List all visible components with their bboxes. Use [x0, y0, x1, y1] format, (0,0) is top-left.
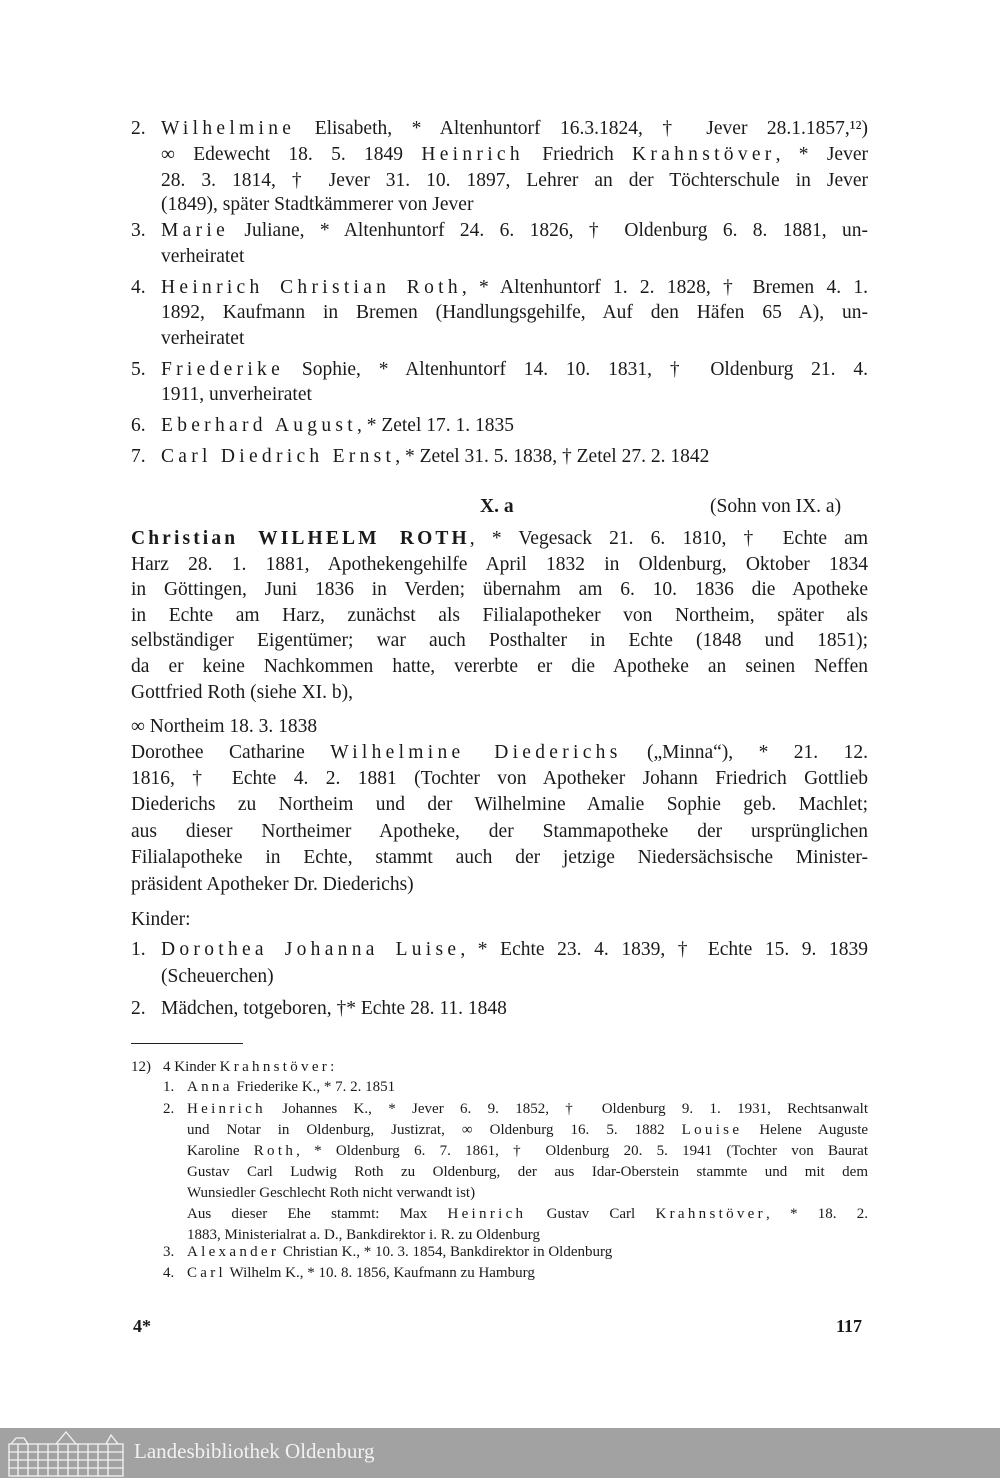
spaced-name: Krahnstöver [632, 144, 776, 165]
entry-number: 6. [131, 415, 146, 436]
text-segment: , * Jever [775, 144, 868, 165]
text-line [131, 714, 317, 740]
text-line [161, 142, 868, 168]
text-segment: , * 18. 2. [765, 1206, 868, 1222]
text-segment: präsident Apotheker Dr. Diederichs) [131, 874, 414, 895]
library-banner [0, 1428, 1000, 1478]
text-segment: 1816, † Echte 4. 2. 1881 (Tochter von Apotheker Johann Friedrich Gottlieb [131, 768, 868, 789]
text-segment: 1892, Kaufmann in Bremen (Handlungsgehilfe, Auf den Häfen 65 A), un- [161, 302, 868, 323]
text-segment: („Minna“), * 21. 12. [621, 742, 869, 763]
text-segment: in Echte am Harz, zunächst als Filialapotheker von Northeim, später als [131, 605, 868, 626]
text-segment: Gottfried Roth (siehe XI. b), [131, 682, 354, 703]
text-segment: (Scheuerchen) [161, 966, 274, 987]
spaced-name: Christian WILHELM ROTH [131, 528, 470, 549]
spaced-name: Eberhard August [161, 415, 357, 436]
text-segment: da er keine Nachkommen hatte, vererbte er die Apotheke an seinen Neffen [131, 656, 868, 677]
numbered-entry-line [163, 1057, 334, 1077]
text-line [131, 819, 868, 845]
entry-number: 3. [131, 220, 146, 241]
text-segment: Christian K., * 10. 3. 1854, Bankdirektor in Oldenburg [279, 1244, 613, 1260]
spaced-name: Wilhelmine Diederichs [330, 742, 622, 763]
text-segment: 28. 3. 1814, † Jever 31. 10. 1897, Lehrer an der Töchterschule in Jever [161, 170, 868, 191]
text-segment: Kinder: [131, 909, 191, 930]
text-segment: Elisabeth, * Altenhuntorf 16.3.1824, † Jever 28.1.1857,¹²) [295, 118, 868, 139]
text-segment: Johannes K., * Jever 6. 9. 1852, † Oldenburg 9. 1. 1931, Rechtsanwalt [265, 1101, 868, 1117]
numbered-entry-line [161, 444, 709, 470]
entry-number: 12) [131, 1059, 151, 1075]
numbered-entry-line [161, 357, 868, 383]
text-segment: Gustav Carl Ludwig Roth zu Oldenburg, der aus Idar-Oberstein stammte und mit dem [187, 1164, 868, 1180]
numbered-entry-line [161, 996, 507, 1022]
entry-number: 1. [163, 1079, 175, 1095]
text-segment: ∞ Northeim 18. 3. 1838 [131, 716, 318, 737]
text-line [131, 872, 414, 898]
text-segment: 4 Kinder [163, 1059, 220, 1075]
spaced-name: Anna [187, 1079, 233, 1095]
text-line [131, 603, 868, 629]
text-line [131, 907, 191, 933]
text-segment: 1883, Ministerialrat a. D., Bankdirektor i. R. zu Oldenburg [187, 1227, 540, 1243]
signature-mark: 4* [133, 1316, 151, 1336]
text-segment: Wilhelm K., * 10. 8. 1856, Kaufmann zu Hamburg [226, 1265, 535, 1281]
text-segment: in Göttingen, Juni 1836 in Verden; übernahm am 6. 10. 1836 die Apotheke [131, 579, 868, 600]
numbered-entry-line [187, 1263, 535, 1283]
numbered-entry-line [187, 1077, 395, 1097]
text-segment: , * Echte 23. 4. 1839, † Echte 15. 9. 1839 [460, 939, 869, 960]
text-line [131, 654, 868, 680]
text-segment: (1849), später Stadtkämmerer von Jever [161, 194, 474, 215]
entry-number: 2. [163, 1101, 175, 1117]
text-line [131, 845, 868, 871]
spaced-name: Carl Diedrich Ernst [161, 446, 396, 467]
spaced-name: Heinrich Christian Roth [161, 277, 462, 298]
text-segment: Diederichs zu Northeim und der Wilhelmine Amalie Sophie geb. Machlet; [131, 794, 868, 815]
entry-number: 4. [163, 1265, 175, 1281]
numbered-entry-line [187, 1099, 868, 1119]
spaced-name: Carl [187, 1265, 227, 1281]
text-segment: selbständiger Eigentümer; war auch Posthalter in Echte (1848 und 1851); [131, 630, 868, 651]
text-line [161, 300, 868, 326]
numbered-entry-line [161, 413, 514, 439]
text-segment: Wunsiedler Geschlecht Roth nicht verwandt ist) [187, 1185, 476, 1201]
numbered-entry-line [187, 1242, 612, 1262]
spaced-name: Heinrich [447, 1206, 527, 1222]
text-segment: Helene Auguste [742, 1122, 869, 1138]
spaced-name: Marie [161, 220, 230, 241]
numbered-entry-line [161, 275, 868, 301]
section-parent-note: (Sohn von IX. a) [710, 496, 842, 517]
spaced-name: Heinrich [421, 144, 524, 165]
spaced-name: Heinrich [187, 1101, 266, 1117]
text-line [131, 628, 868, 654]
text-line [161, 382, 312, 408]
text-line [187, 1183, 475, 1203]
library-name: Landesbibliothek Oldenburg [134, 1439, 375, 1463]
text-line [131, 680, 353, 706]
entry-number: 2. [131, 118, 146, 139]
numbered-entry-line [161, 116, 868, 142]
page-number: 117 [836, 1316, 863, 1336]
spaced-name: Roth [253, 1143, 297, 1159]
text-segment: Friederike K., * 7. 2. 1851 [232, 1079, 396, 1095]
text-line [161, 964, 274, 990]
spaced-name: Krahnstöver [655, 1206, 766, 1222]
spaced-name: Dorothea Johanna Luise [161, 939, 461, 960]
text-segment: aus dieser Northeimer Apotheke, der Stammapotheke der ursprünglichen [131, 821, 868, 842]
text-segment: Friedrich [523, 144, 633, 165]
text-segment: Mädchen, totgeboren, †* Echte 28. 11. 1848 [161, 998, 507, 1019]
text-line [131, 552, 868, 578]
entry-number: 2. [131, 998, 146, 1019]
text-segment: Filialapotheke in Echte, stammt auch der jetzige Niedersächsische Minister- [131, 847, 868, 868]
text-line [187, 1120, 868, 1140]
text-segment: verheiratet [161, 328, 245, 349]
footnote-divider [131, 1043, 243, 1044]
numbered-entry-line [161, 218, 868, 244]
text-segment: Aus dieser Ehe stammt: Max [187, 1206, 448, 1222]
text-line [161, 192, 473, 218]
text-segment: und Notar in Oldenburg, Justizrat, ∞ Oldenburg 16. 5. 1882 [187, 1122, 682, 1138]
text-segment: , * Zetel 31. 5. 1838, † Zetel 27. 2. 1842 [395, 446, 710, 467]
spaced-name: Alexander [187, 1244, 280, 1260]
text-segment: , * Oldenburg 6. 7. 1861, † Oldenburg 20. 5. 1941 (Tochter von Baurat [296, 1143, 868, 1159]
entry-number: 7. [131, 446, 146, 467]
text-line [131, 577, 868, 603]
spaced-name: Krahnstöver [219, 1059, 331, 1075]
text-segment: Harz 28. 1. 1881, Apothekengehilfe April 1832 in Oldenburg, Oktober 1834 [131, 554, 868, 575]
text-segment: Dorothee Catharine [131, 742, 331, 763]
library-building-icon [6, 1430, 126, 1478]
text-segment: ∞ Edewecht 18. 5. 1849 [161, 144, 422, 165]
text-segment: Karoline [187, 1143, 254, 1159]
text-segment: , * Altenhuntorf 1. 2. 1828, † Bremen 4. 1. [461, 277, 868, 298]
text-line [131, 740, 868, 766]
text-line [187, 1141, 868, 1161]
text-segment: Sophie, * Altenhuntorf 14. 10. 1831, † Oldenburg 21. 4. [284, 359, 868, 380]
text-segment: , * Vegesack 21. 6. 1810, † Echte am [469, 528, 868, 549]
text-line [161, 326, 244, 352]
text-line [187, 1162, 868, 1182]
numbered-entry-line [161, 937, 868, 963]
text-line [187, 1204, 868, 1224]
spaced-name: Friederike [161, 359, 285, 380]
text-line [131, 792, 868, 818]
section-number: X. a [480, 496, 514, 517]
text-segment: Gustav Carl [526, 1206, 656, 1222]
spaced-name: Wilhelmine [161, 118, 296, 139]
text-segment: : [330, 1059, 335, 1075]
text-line [161, 168, 868, 194]
entry-number: 3. [163, 1244, 175, 1260]
text-line [131, 526, 868, 552]
text-segment: verheiratet [161, 246, 245, 267]
spaced-name: Louise [681, 1122, 743, 1138]
text-line [161, 244, 244, 270]
text-line [131, 766, 868, 792]
text-segment: , * Zetel 17. 1. 1835 [356, 415, 515, 436]
text-segment: Juliane, * Altenhuntorf 24. 6. 1826, † Oldenburg 6. 8. 1881, un- [229, 220, 868, 241]
text-segment: 1911, unverheiratet [161, 384, 312, 405]
entry-number: 4. [131, 277, 146, 298]
entry-number: 5. [131, 359, 146, 380]
entry-number: 1. [131, 939, 146, 960]
